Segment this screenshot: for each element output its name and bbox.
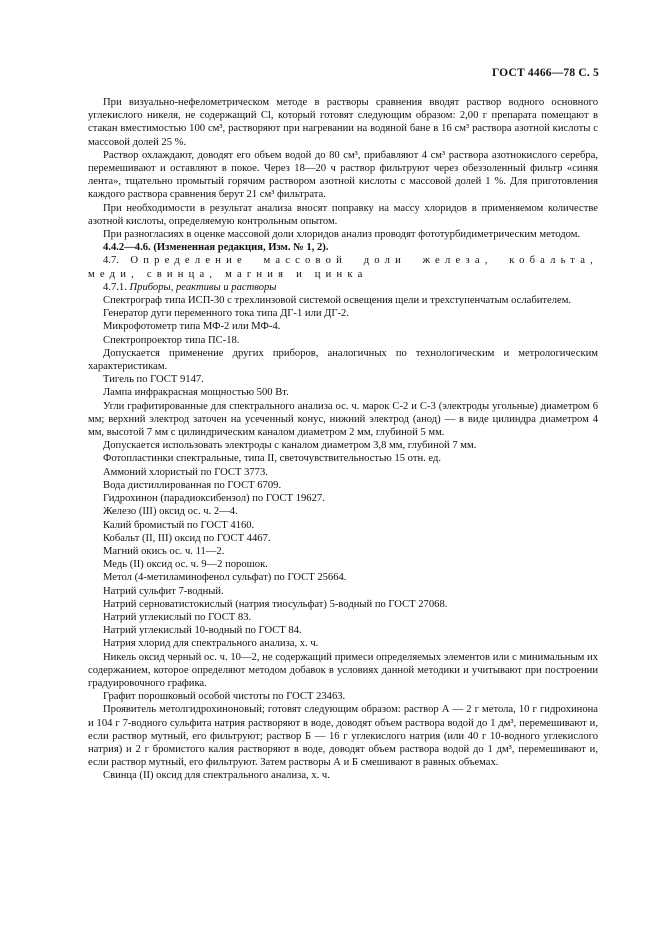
list-item: Графит порошковый особой чистоты по ГОСТ 23463.: [103, 691, 346, 703]
section-number: 4.7.: [103, 255, 119, 267]
document-body: [88, 96, 598, 783]
section-title: Определение массовой доли железа, кобальта, меди, свинца, магния и цинка: [88, 255, 598, 280]
list-item: Микрофотометр типа МФ-2 или МФ-4.: [103, 321, 281, 333]
list-item: Проявитель метолгидрохиноновый; готовят следующим образом: раствор А — 2 г метола, 10 г гидрохинона и 104 г 7-водного сульфита натрия растворяют в воде, доводят объем раствора водой до 1 дм³, перемешивают и, если раствор мутный, его фильтруют; раствор Б — 16 г углекислого натрия (или 40 г 10-водного углекислого натрия) и 2 г бромистого калия растворяют в воде, доводят объем раствора водой до 1 дм³, перемешивают и, если раствор мутный, его фильтруют. Затем растворы А и Б смешивают в равных объемах.: [88, 704, 598, 769]
list-item: Лампа инфракрасная мощностью 500 Вт.: [103, 387, 289, 399]
list-item: Магний окись ос. ч. 11—2.: [103, 545, 225, 557]
list-item: Генератор дуги переменного тока типа ДГ-1 или ДГ-2.: [103, 308, 349, 320]
subsection-heading: [88, 281, 598, 294]
list-item: Железо (III) оксид ос. ч. 2—4.: [103, 506, 238, 518]
list-item: Натрий сульфит 7-водный.: [103, 585, 224, 597]
list-item: Натрий серноватистокислый (натрия тиосульфат) 5-водный по ГОСТ 27068.: [103, 598, 448, 610]
list-item: Метол (4-метиламинофенол сульфат) по ГОСТ 25664.: [103, 572, 347, 584]
paragraph: При визуально-нефелометрическом методе в растворы сравнения вводят раствор водного основного углекислого никеля, не содержащий Cl, который готовят следующим образом: 2,00 г препарата помещают в стакан вместимостью 100 см³, растворяют при нагревании на водяной бане в 16 см³ раствора азотной кислоты с массовой долей 25 %.: [88, 97, 598, 148]
paragraph: При разногласиях в оценке массовой доли хлоридов анализ проводят фототурбидиметрическим методом.: [103, 229, 581, 241]
list-item: Фотопластинки спектральные, типа II, светочувствительностью 15 отн. ед.: [103, 453, 442, 465]
section-heading: [88, 254, 598, 280]
list-item: Гидрохинон (парадиоксибензол) по ГОСТ 19627.: [103, 493, 325, 505]
reagent-list: [88, 294, 598, 783]
list-item: Никель оксид черный ос. ч. 10—2, не содержащий примеси определяемых элементов или с минимальным их содержанием, которое определяют методом добавок в условиях данной методики и учитывают при построении градуировочного графика.: [88, 651, 598, 689]
subsection-number: 4.7.1.: [103, 281, 127, 293]
list-item: Тигель по ГОСТ 9147.: [103, 374, 204, 386]
list-item: Калий бромистый по ГОСТ 4160.: [103, 519, 255, 531]
list-item: Спектрограф типа ИСП-30 с трехлинзовой системой освещения щели и трехступенчатым ослабителем.: [103, 295, 572, 307]
list-item: Натрий углекислый 10-водный по ГОСТ 84.: [103, 625, 302, 637]
list-item: Натрий углекислый по ГОСТ 83.: [103, 611, 252, 623]
list-item: Свинца (II) оксид для спектрального анализа, х. ч.: [103, 770, 330, 782]
list-item: Допускается использовать электроды с каналом диаметром 3,8 мм, глубиной 7 мм.: [103, 440, 477, 452]
list-item: Допускается применение других приборов, аналогичных по технологическим и метрологическим характеристикам.: [88, 347, 598, 373]
paragraph: Раствор охлаждают, доводят его объем водой до 80 см³, прибавляют 4 см³ раствора азотнокислого серебра, перемешивают и оставляют в покое. Через 18—20 ч раствор фильтруют через обеззоленный фильтр «синяя лента», тщательно промытый горячим раствором азотной кислоты с массовой долей 1 %. Для приготовления каждого раствора сравнения берут 21 см³ фильтрата.: [88, 149, 598, 201]
page-header: ГОСТ 4466—78 С. 5: [491, 67, 599, 79]
list-item: Кобальт (II, III) оксид по ГОСТ 4467.: [103, 532, 271, 544]
subsection-title: Приборы, реактивы и растворы: [129, 281, 277, 293]
list-item: Вода дистиллированная по ГОСТ 6709.: [103, 479, 282, 491]
list-item: Аммоний хлористый по ГОСТ 3773.: [103, 466, 268, 478]
paragraph: При необходимости в результат анализа вносят поправку на массу хлоридов в применяемом количестве азотной кислоты, определяемую контрольным опытом.: [88, 202, 598, 227]
list-item: Спектропроектор типа ПС-18.: [103, 334, 240, 346]
amendment-note: 4.4.2—4.6. (Измененная редакция, Изм. № 1, 2).: [103, 242, 329, 254]
list-item: Натрия хлорид для спектрального анализа, х. ч.: [103, 638, 319, 650]
list-item: Угли графитированные для спектрального анализа ос. ч. марок С-2 и С-3 (электроды угольные) диаметром 6 мм; верхний электрод заточен на усеченный конус, нижний электрод (анод) — в виде цилиндра диаметром 4 мм, высотой 7 мм с цилиндрическим каналом диаметром 2 мм, глубиной 5 мм.: [88, 400, 598, 439]
list-item: Медь (II) оксид ос. ч. 9—2 порошок.: [103, 559, 268, 571]
